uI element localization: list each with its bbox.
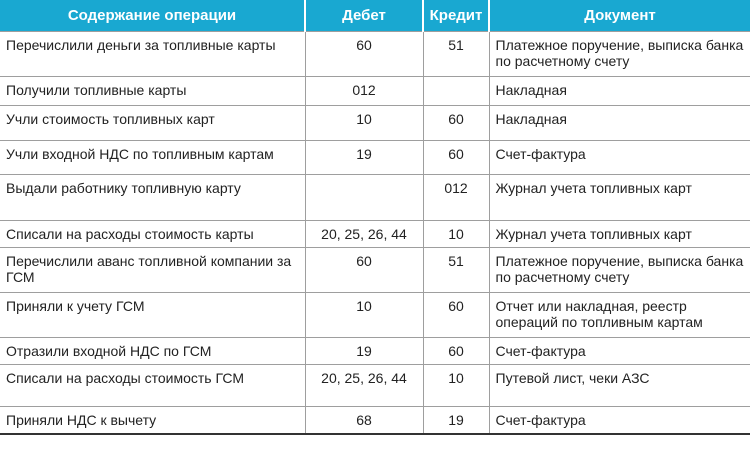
cell-operation: Учли входной НДС по топливным картам	[0, 141, 305, 175]
table-row	[0, 248, 750, 293]
cell-document: Платежное поручение, выписка банка по расчетному счету	[489, 32, 750, 77]
cell-debit: 19	[305, 141, 423, 175]
cell-credit	[423, 77, 489, 106]
cell-operation: Приняли НДС к вычету	[0, 407, 305, 434]
table-row	[0, 365, 750, 407]
cell-operation: Списали на расходы стоимость карты	[0, 221, 305, 248]
cell-debit: 20, 25, 26, 44	[305, 365, 423, 407]
cell-debit: 10	[305, 293, 423, 338]
cell-operation: Отразили входной НДС по ГСМ	[0, 338, 305, 365]
header-operation: Содержание операции	[0, 0, 305, 32]
table-row	[0, 77, 750, 106]
cell-credit: 012	[423, 175, 489, 221]
table-row	[0, 32, 750, 77]
cell-credit: 51	[423, 248, 489, 293]
table-header-row	[0, 0, 750, 32]
cell-document: Журнал учета топливных карт	[489, 221, 750, 248]
cell-debit	[305, 175, 423, 221]
cell-document: Платежное поручение, выписка банка по расчетному счету	[489, 248, 750, 293]
cell-operation: Приняли к учету ГСМ	[0, 293, 305, 338]
cell-operation: Списали на расходы стоимость ГСМ	[0, 365, 305, 407]
cell-operation: Перечислили аванс топливной компании за ГСМ	[0, 248, 305, 293]
cell-debit: 60	[305, 32, 423, 77]
cell-document: Накладная	[489, 77, 750, 106]
header-document: Документ	[489, 0, 750, 32]
cell-credit: 10	[423, 365, 489, 407]
cell-document: Счет-фактура	[489, 338, 750, 365]
cell-operation: Учли стоимость топливных карт	[0, 106, 305, 141]
cell-debit: 012	[305, 77, 423, 106]
cell-credit: 60	[423, 106, 489, 141]
cell-debit: 19	[305, 338, 423, 365]
table-row	[0, 221, 750, 248]
cell-operation: Перечислили деньги за топливные карты	[0, 32, 305, 77]
cell-document: Счет-фактура	[489, 407, 750, 434]
table-row	[0, 106, 750, 141]
cell-debit: 68	[305, 407, 423, 434]
cell-document: Отчет или накладная, реестр операций по топливным картам	[489, 293, 750, 338]
header-credit: Кредит	[423, 0, 489, 32]
cell-document: Путевой лист, чеки АЗС	[489, 365, 750, 407]
cell-debit: 60	[305, 248, 423, 293]
cell-credit: 60	[423, 141, 489, 175]
cell-operation: Выдали работнику топливную карту	[0, 175, 305, 221]
cell-operation: Получили топливные карты	[0, 77, 305, 106]
cell-credit: 51	[423, 32, 489, 77]
header-debit: Дебет	[305, 0, 423, 32]
cell-document: Журнал учета топливных карт	[489, 175, 750, 221]
cell-credit: 19	[423, 407, 489, 434]
cell-document: Накладная	[489, 106, 750, 141]
cell-debit: 20, 25, 26, 44	[305, 221, 423, 248]
table-row	[0, 141, 750, 175]
table-row	[0, 338, 750, 365]
cell-credit: 60	[423, 293, 489, 338]
cell-debit: 10	[305, 106, 423, 141]
table-row	[0, 175, 750, 221]
cell-credit: 60	[423, 338, 489, 365]
cell-document: Счет-фактура	[489, 141, 750, 175]
cell-credit: 10	[423, 221, 489, 248]
table-row	[0, 293, 750, 338]
table-row	[0, 407, 750, 434]
